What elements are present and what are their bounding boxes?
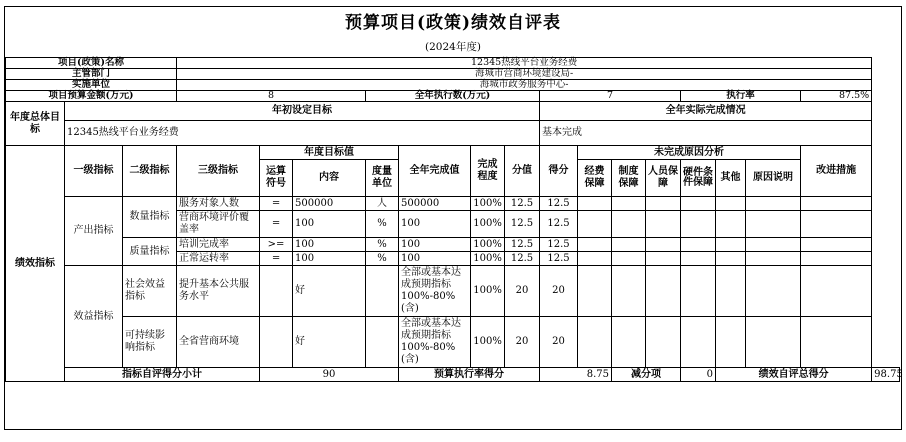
header-reason-funds: 经费保障 [578, 160, 612, 197]
group-effect: 效益指标 [65, 266, 123, 368]
budget-value: 8 [177, 91, 366, 102]
header-unfinished: 未完成原因分析 [578, 146, 801, 160]
exec-score-value: 8.75 [540, 368, 612, 382]
row-level3: 正常运转率 [177, 252, 260, 266]
row-unit [366, 266, 399, 317]
row-level3: 全省营商环境 [177, 317, 260, 368]
row-score: 12.5 [540, 211, 578, 238]
exec-label: 全年执行数(万元) [366, 91, 540, 102]
initial-goal-label: 年初设定目标 [65, 102, 540, 121]
row-degree: 100% [471, 252, 505, 266]
header-level1: 一级指标 [65, 146, 123, 197]
row-operator: = [260, 197, 293, 211]
annual-goal-label: 年度总体目标 [6, 102, 65, 146]
row-score-value: 20 [505, 266, 540, 317]
row-operator: = [260, 211, 293, 238]
row-unit: % [366, 252, 399, 266]
subtotal-value: 90 [260, 368, 399, 382]
row-content: 好 [293, 266, 366, 317]
header-degree: 完成程度 [471, 146, 505, 197]
header-reason-other: 其他 [716, 160, 746, 197]
row-content: 100 [293, 211, 366, 238]
row-degree: 100% [471, 211, 505, 238]
row-unit: 人 [366, 197, 399, 211]
row-content: 好 [293, 317, 366, 368]
header-done: 全年完成值 [399, 146, 471, 197]
header-reason-system: 制度保障 [612, 160, 646, 197]
rate-value: 87.5% [801, 91, 872, 102]
row-unit [366, 317, 399, 368]
header-target: 年度目标值 [260, 146, 399, 160]
header-score: 得分 [540, 146, 578, 197]
row-operator: >= [260, 238, 293, 252]
evaluation-sheet [4, 6, 902, 430]
row-done: 100 [399, 238, 471, 252]
group-quality: 质量指标 [123, 238, 177, 266]
row-done: 全部或基本达成预期指标100%-80%(含) [399, 266, 471, 317]
row-content: 500000 [293, 197, 366, 211]
group-output: 产出指标 [65, 197, 123, 266]
row-score-value: 12.5 [505, 197, 540, 211]
form-year: (2024年度) [425, 41, 481, 53]
row-operator: = [260, 252, 293, 266]
group-quantity: 数量指标 [123, 197, 177, 238]
row-score-value: 12.5 [505, 211, 540, 238]
row-level3: 培训完成率 [177, 238, 260, 252]
row-score: 20 [540, 266, 578, 317]
unit-label: 实施单位 [6, 80, 177, 91]
row-degree: 100% [471, 238, 505, 252]
header-score-value: 分值 [505, 146, 540, 197]
row-score-value: 12.5 [505, 238, 540, 252]
row-content: 100 [293, 252, 366, 266]
row-done: 100 [399, 211, 471, 238]
header-unit: 度量单位 [366, 160, 399, 197]
row-degree: 100% [471, 317, 505, 368]
perf-indicator-label: 绩效指标 [6, 146, 65, 382]
total-label: 绩效自评总得分 [716, 368, 872, 382]
row-score-value: 20 [505, 317, 540, 368]
row-unit: % [366, 238, 399, 252]
header-content: 内容 [293, 160, 366, 197]
total-value: 98.75 [872, 368, 900, 382]
row-operator [260, 266, 293, 317]
header-level2: 二级指标 [123, 146, 177, 197]
row-score: 12.5 [540, 238, 578, 252]
budget-label: 项目预算金额(万元) [6, 91, 177, 102]
actual-completion-value: 基本完成 [540, 121, 872, 146]
actual-completion-label: 全年实际完成情况 [540, 102, 872, 121]
row-level3: 服务对象人数 [177, 197, 260, 211]
header-reason-staff: 人员保障 [646, 160, 681, 197]
row-degree: 100% [471, 266, 505, 317]
unit-value: 海城市政务服务中心- [177, 80, 872, 91]
header-level3: 三级指标 [177, 146, 260, 197]
exec-score-label: 预算执行率得分 [399, 368, 540, 382]
group-social: 社会效益指标 [123, 266, 177, 317]
subtotal-label: 指标自评得分小计 [65, 368, 260, 382]
row-score-value: 12.5 [505, 252, 540, 266]
row-score: 12.5 [540, 252, 578, 266]
row-score: 20 [540, 317, 578, 368]
header-reason-note: 原因说明 [746, 160, 801, 197]
evaluation-table [5, 57, 903, 382]
row-done: 100 [399, 252, 471, 266]
exec-value: 7 [540, 91, 681, 102]
rate-label: 执行率 [681, 91, 801, 102]
row-content: 100 [293, 238, 366, 252]
row-done: 500000 [399, 197, 471, 211]
header-improve: 改进措施 [801, 146, 872, 197]
header-operator: 运算符号 [260, 160, 293, 197]
row-level3: 提升基本公共服务水平 [177, 266, 260, 317]
deduct-label: 减分项 [612, 368, 681, 382]
row-level3: 营商环境评价覆盖率 [177, 211, 260, 238]
header-reason-hardware: 硬件条件保障 [681, 160, 716, 197]
row-operator [260, 317, 293, 368]
row-unit: % [366, 211, 399, 238]
dept-label: 主管部门 [6, 69, 177, 80]
project-name-label: 项目(政策)名称 [6, 58, 177, 69]
deduct-value: 0 [681, 368, 716, 382]
dept-value: 海城市营商环境建设局- [177, 69, 872, 80]
row-score: 12.5 [540, 197, 578, 211]
form-title: 预算项目(政策)绩效自评表 [344, 13, 562, 33]
group-sustain: 可持续影响指标 [123, 317, 177, 368]
project-name-value: 12345热线平台业务经费 [177, 58, 872, 69]
row-done: 全部或基本达成预期指标100%-80%(含) [399, 317, 471, 368]
row-degree: 100% [471, 197, 505, 211]
initial-goal-value: 12345热线平台业务经费 [65, 121, 540, 146]
